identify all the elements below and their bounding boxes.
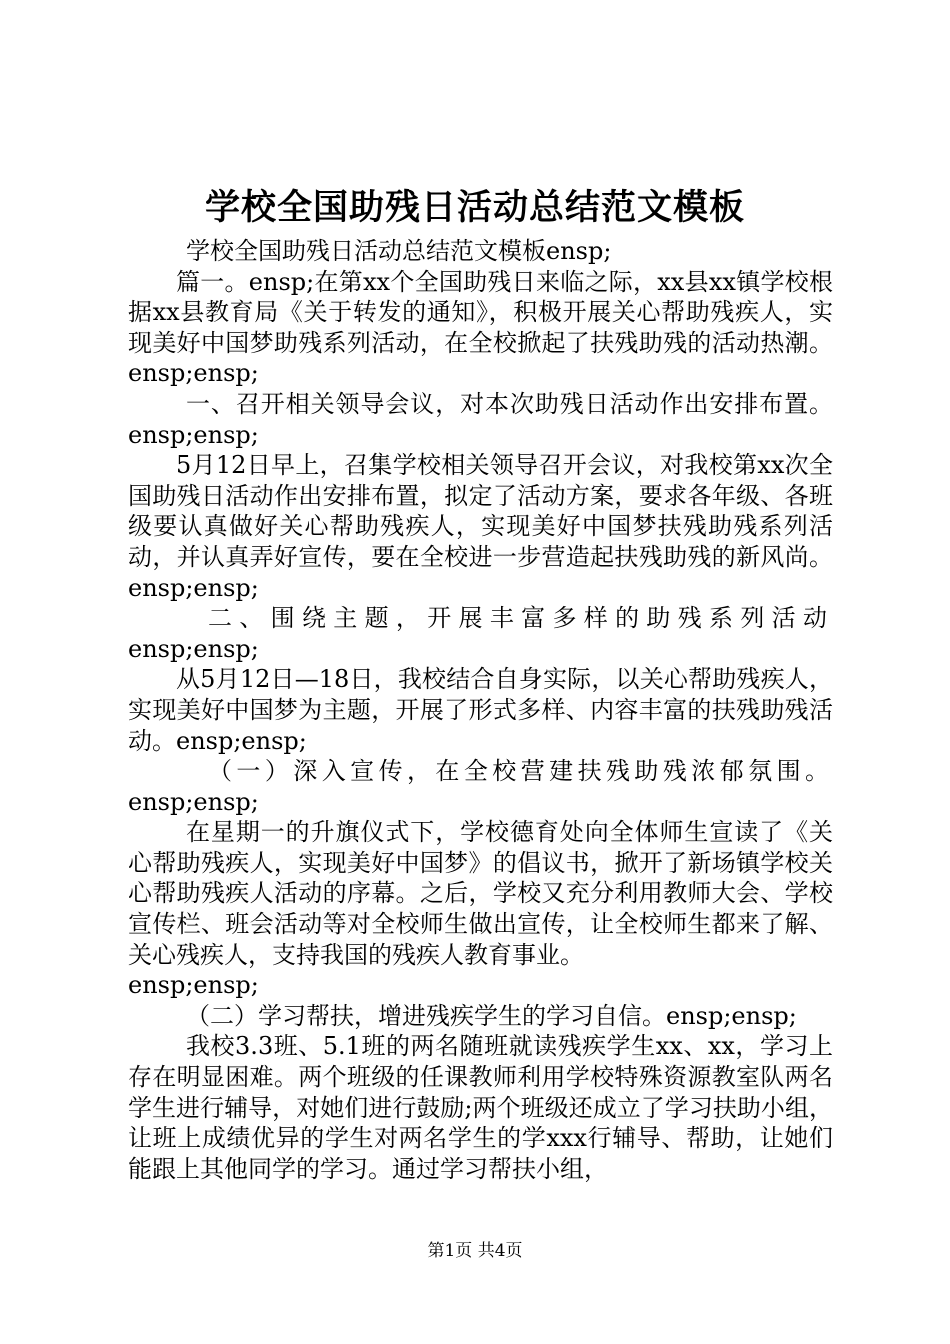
- paragraph: 篇一。ensp;在第xx个全国助残日来临之际，xx县xx镇学校根据xx县教育局《关于转发的通知》，积极开展关心帮助残疾人，实现美好中国梦助残系列活动，在全校掀起了扶残助残的活动热潮。ensp;ensp;: [128, 267, 833, 388]
- section-heading: 一、召开相关领导会议，对本次助残日活动作出安排布置。: [186, 389, 833, 418]
- paragraph: 我校3.3班、5.1班的两名随班就读残疾学生xx、xx，学习上存在明显困难。两个班级的任课教师利用学校特殊资源教室队两名学生进行辅导，对她们进行鼓励;两个班级还成立了学习扶助小组，让班上成绩优异的学生对两名学生的学xxx行辅导、帮助，让她们能跟上其他同学的学习。通过学习帮扶小组，: [128, 1032, 833, 1183]
- paragraph: 5月12日早上，召集学校相关领导召开会议，对我校第xx次全国助残日活动作出安排布置，拟定了活动方案，要求各年级、各班级要认真做好关心帮助残疾人，实现美好中国梦扶残助残系列活动，并认真弄好宣传，要在全校进一步营造起扶残助残的新风尚。ensp;ensp;: [128, 451, 833, 602]
- paragraph: ensp;ensp;: [128, 420, 259, 449]
- paragraph: 在星期一的升旗仪式下，学校德育处向全体师生宣读了《关心帮助残疾人，实现美好中国梦》的倡议书，掀开了新场镇学校关心帮助残疾人活动的序幕。之后，学校又充分利用教师大会、学校宣传栏、班会活动等对全校师生做出宣传，让全校师生都来了解、关心残疾人，支持我国的残疾人教育事业。: [128, 818, 833, 969]
- section-heading: 二、围绕主题，开展丰富多样的助残系列活动: [208, 604, 833, 633]
- paragraph: ensp;ensp;: [128, 634, 259, 663]
- paragraph: ensp;ensp;: [128, 971, 259, 1000]
- paragraph: 学校全国助残日活动总结范文模板ensp;: [186, 237, 612, 265]
- section-heading: （一）深入宣传，在全校营建扶残助残浓郁氛围。: [208, 757, 833, 786]
- document-title: 学校全国助残日活动总结范文模板: [204, 187, 745, 228]
- document-body: [128, 236, 833, 1184]
- page-footer: 第1页 共4页: [427, 1241, 523, 1261]
- paragraph: 从5月12日—18日，我校结合自身实际，以关心帮助残疾人，实现美好中国梦为主题，开展了形式多样、内容丰富的扶残助残活动。ensp;ensp;: [128, 665, 833, 755]
- paragraph: ensp;ensp;: [128, 787, 259, 816]
- section-heading: （二）学习帮扶，增进残疾学生的学习自信。ensp;ensp;: [186, 1001, 797, 1030]
